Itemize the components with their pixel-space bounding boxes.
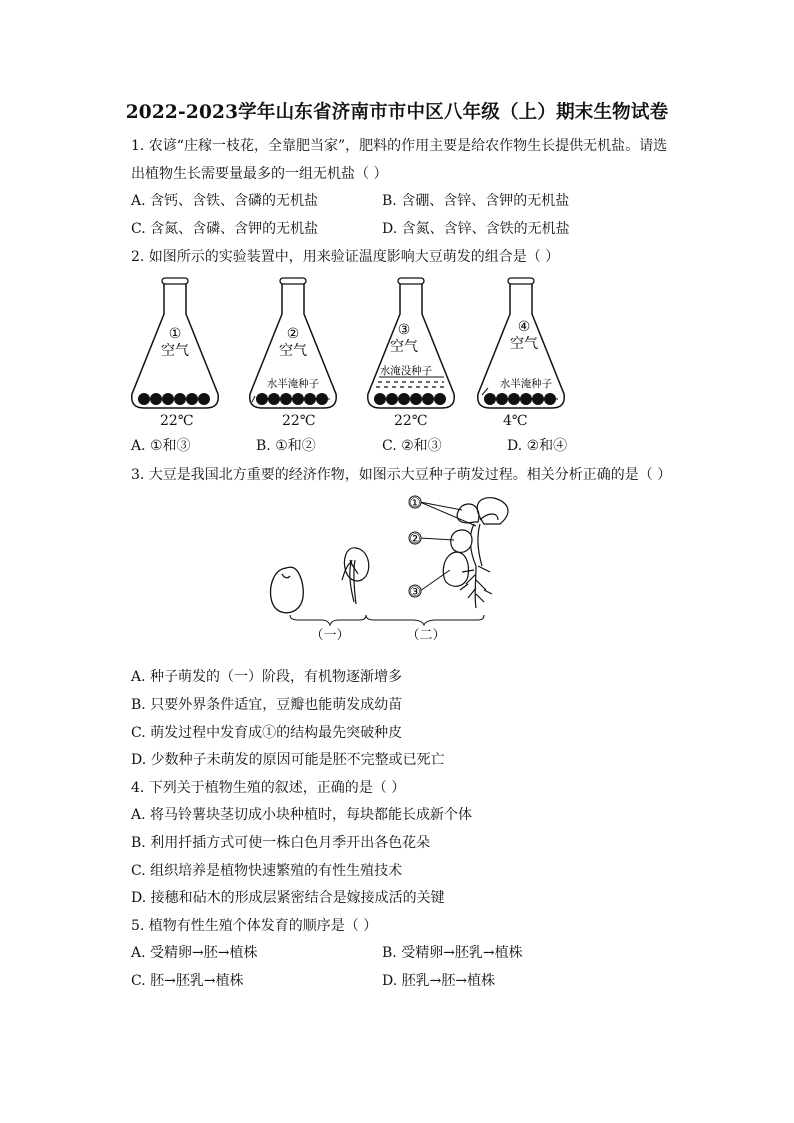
q4-option-b: B. 利用扦插方式可使一株白色月季开出各色花朵 bbox=[131, 835, 431, 851]
q1-option-b: B. 含硼、含锌、含钾的无机盐 bbox=[382, 193, 570, 209]
flask-2-number: ② bbox=[286, 326, 300, 342]
q5-option-a: A. 受精卵→胚→植株 bbox=[131, 945, 258, 961]
seed-germination-diagram bbox=[262, 490, 532, 645]
seed-drawing bbox=[271, 567, 304, 613]
q1-option-c: C. 含氮、含磷、含钾的无机盐 bbox=[131, 221, 319, 237]
germinating-seed-drawing bbox=[342, 548, 369, 604]
q1-stem-line2: 出植物生长需要量最多的一组无机盐（ ） bbox=[131, 166, 388, 182]
q4-stem: 4. 下列关于植物生殖的叙述，正确的是（ ） bbox=[131, 780, 406, 796]
q2-option-d: D. ②和④ bbox=[507, 438, 568, 454]
flask-1-temp: 22℃ bbox=[160, 413, 194, 429]
page-title: 2022-2023学年山东省济南市市中区八年级（上）期末生物试卷 bbox=[125, 102, 669, 123]
q1-stem-line1: 1. 农谚“庄稼一枝花，全靠肥当家”，肥料的作用主要是给农作物生长提供无机盐。请选 bbox=[131, 138, 668, 154]
flask-1 bbox=[132, 278, 219, 408]
flask-3-number: ③ bbox=[397, 322, 411, 338]
q3-option-c: C. 萌发过程中发育成①的结构最先突破种皮 bbox=[131, 725, 403, 741]
q1-option-d: D. 含氮、含锌、含铁的无机盐 bbox=[382, 221, 570, 237]
flask-2-note: 水半淹种子 bbox=[266, 378, 320, 390]
flask-diagram bbox=[128, 276, 568, 414]
q5-option-d: D. 胚乳→胚→植株 bbox=[382, 973, 496, 989]
stage-1-label: （一） bbox=[310, 628, 350, 643]
flask-4-note: 水半淹种子 bbox=[499, 378, 553, 390]
q3-option-a: A. 种子萌发的（一）阶段，有机物逐渐增多 bbox=[131, 669, 403, 685]
q5-option-c: C. 胚→胚乳→植株 bbox=[131, 973, 244, 989]
flask-3-label: 空气 bbox=[390, 339, 418, 355]
flask-4-label: 空气 bbox=[510, 336, 538, 352]
flask-4-number: ④ bbox=[517, 319, 531, 335]
seedling-drawing bbox=[443, 498, 508, 608]
flask-3-note: 水淹没种子 bbox=[379, 365, 433, 377]
flask-2-temp: 22℃ bbox=[282, 413, 316, 429]
flask-3-temp: 22℃ bbox=[394, 413, 428, 429]
q4-option-c: C. 组织培养是植物快速繁殖的有性生殖技术 bbox=[131, 863, 403, 879]
q1-option-a: A. 含钙、含铁、含磷的无机盐 bbox=[131, 193, 319, 209]
q2-option-c: C. ②和③ bbox=[382, 438, 442, 454]
flask-2 bbox=[250, 278, 337, 408]
label-1: ① bbox=[409, 496, 421, 511]
q5-option-b: B. 受精卵→胚乳→植株 bbox=[382, 945, 523, 961]
q2-option-b: B. ①和② bbox=[256, 438, 316, 454]
label-3: ③ bbox=[409, 585, 421, 600]
label-2: ② bbox=[409, 532, 421, 547]
q3-option-d: D. 少数种子未萌发的原因可能是胚不完整或已死亡 bbox=[131, 752, 445, 768]
q2-stem: 2. 如图所示的实验装置中，用来验证温度影响大豆萌发的组合是（ ） bbox=[131, 249, 560, 265]
flask-4 bbox=[478, 278, 565, 408]
q3-option-b: B. 只要外界条件适宜，豆瓣也能萌发成幼苗 bbox=[131, 697, 403, 713]
stage-2-label: （二） bbox=[406, 628, 446, 643]
flask-1-label: 空气 bbox=[161, 343, 189, 359]
q4-option-a: A. 将马铃薯块茎切成小块种植时，每块都能长成新个体 bbox=[131, 807, 473, 823]
flask-4-temp: 4℃ bbox=[503, 413, 528, 429]
q3-stem: 3. 大豆是我国北方重要的经济作物，如图示大豆种子萌发过程。相关分析正确的是（ ） bbox=[131, 467, 672, 483]
flask-2-label: 空气 bbox=[279, 343, 307, 359]
q4-option-d: D. 接穗和砧木的形成层紧密结合是嫁接成活的关键 bbox=[131, 890, 445, 906]
q2-option-a: A. ①和③ bbox=[131, 438, 191, 454]
q5-stem: 5. 植物有性生殖个体发育的顺序是（ ） bbox=[131, 918, 378, 934]
flask-3 bbox=[368, 278, 455, 408]
flask-1-number: ① bbox=[168, 326, 182, 342]
